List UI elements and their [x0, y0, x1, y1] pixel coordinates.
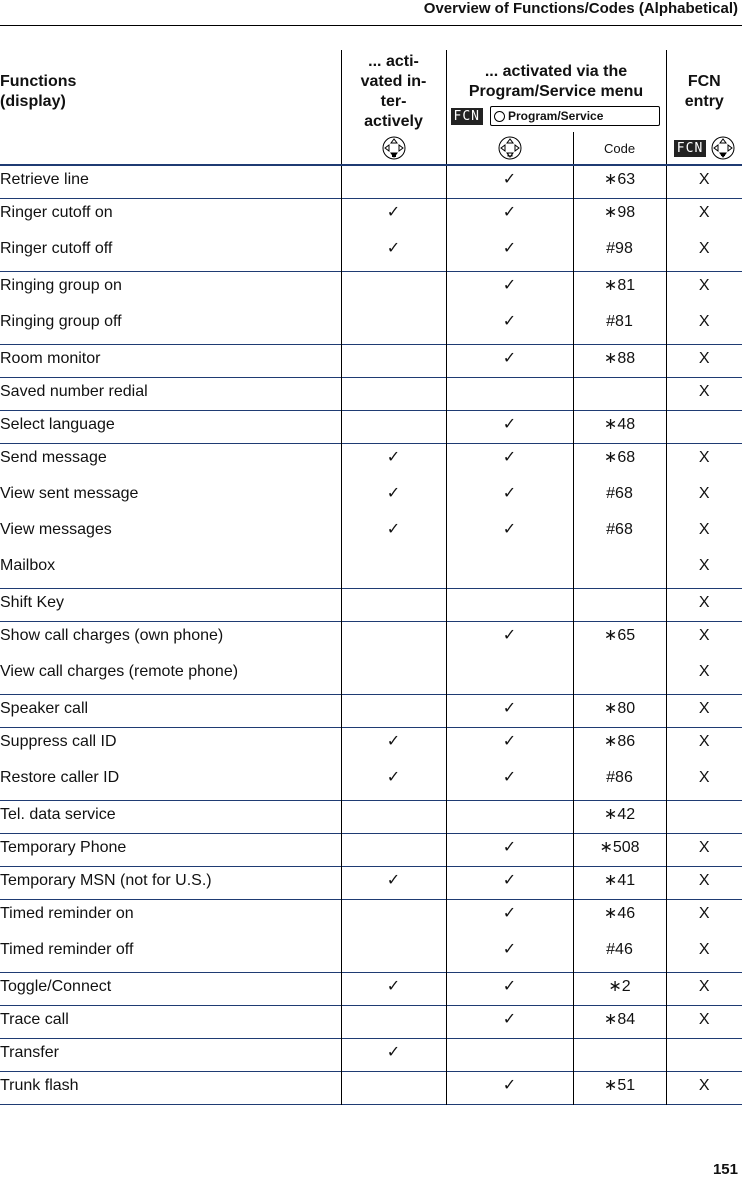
fcn-entry-mark: X — [666, 378, 742, 411]
fcn-entry-mark: X — [666, 834, 742, 867]
interactive-mark — [341, 272, 446, 309]
table-row — [0, 764, 742, 801]
interactive-mark — [341, 900, 446, 937]
menu-mark: ✓ — [446, 973, 573, 1006]
interactive-mark — [341, 695, 446, 728]
fcn-entry-mark: X — [666, 622, 742, 659]
fcn-entry-mark: X — [666, 764, 742, 801]
code-value: ∗80 — [573, 695, 666, 728]
menu-mark: ✓ — [446, 834, 573, 867]
function-name: Timed reminder off — [0, 941, 134, 958]
code-value — [573, 378, 666, 411]
table-row — [0, 444, 742, 481]
menu-mark: ✓ — [446, 345, 573, 378]
fcn-entry-mark: X — [666, 444, 742, 481]
function-name: Shift Key — [0, 594, 65, 611]
menu-mark: ✓ — [446, 1072, 573, 1105]
function-name: Saved number redial — [0, 383, 148, 400]
function-name: Speaker call — [0, 700, 89, 717]
function-name: Ringing group off — [0, 313, 122, 330]
code-value: #81 — [573, 308, 666, 345]
function-name: Retrieve line — [0, 171, 89, 188]
menu-mark — [446, 658, 573, 695]
code-value: ∗84 — [573, 1006, 666, 1039]
interactive-header-line: ter- — [380, 93, 407, 110]
code-value: #46 — [573, 936, 666, 973]
interactive-mark — [341, 658, 446, 695]
fcn-entry-mark: X — [666, 165, 742, 199]
menu-mark — [446, 1039, 573, 1072]
menu-mark — [446, 589, 573, 622]
interactive-mark — [341, 552, 446, 589]
interactive-mark — [341, 622, 446, 659]
code-value: ∗86 — [573, 728, 666, 765]
table-body — [0, 165, 742, 1105]
menu-mark: ✓ — [446, 867, 573, 900]
table-row — [0, 867, 742, 900]
menu-mark — [446, 801, 573, 834]
menu-mark — [446, 378, 573, 411]
fcn-entry-header-line: FCN — [687, 73, 721, 90]
table-row — [0, 973, 742, 1006]
fcn-entry-mark — [666, 1039, 742, 1072]
function-name: View messages — [0, 521, 112, 538]
table-row — [0, 1072, 742, 1105]
table-row — [0, 695, 742, 728]
fcn-entry-mark: X — [666, 695, 742, 728]
header-rule — [0, 25, 742, 26]
code-value — [573, 1039, 666, 1072]
menu-mark: ✓ — [446, 480, 573, 516]
code-value: ∗2 — [573, 973, 666, 1006]
menu-mark: ✓ — [446, 165, 573, 199]
code-value — [573, 658, 666, 695]
table-row — [0, 516, 742, 552]
menu-mark: ✓ — [446, 764, 573, 801]
program-service-label: Program/Service — [507, 109, 604, 123]
menu-mark: ✓ — [446, 622, 573, 659]
menu-mark: ✓ — [446, 936, 573, 973]
functions-header-sub: (display) — [0, 93, 66, 110]
functions-table — [0, 50, 742, 1105]
interactive-mark — [341, 378, 446, 411]
code-value: ∗88 — [573, 345, 666, 378]
functions-header — [0, 50, 341, 132]
navigator-keys-icon — [498, 136, 522, 160]
interactive-mark: ✓ — [341, 973, 446, 1006]
function-name: Suppress call ID — [0, 733, 117, 750]
menu-mark — [446, 552, 573, 589]
table-row — [0, 834, 742, 867]
table-row — [0, 658, 742, 695]
table-row — [0, 345, 742, 378]
fcn-entry-mark: X — [666, 1072, 742, 1105]
menu-mark: ✓ — [446, 272, 573, 309]
table-row — [0, 552, 742, 589]
interactive-header-line: actively — [364, 113, 423, 130]
interactive-mark: ✓ — [341, 867, 446, 900]
function-name: Restore caller ID — [0, 769, 120, 786]
table-row — [0, 589, 742, 622]
fcn-entry-mark: X — [666, 552, 742, 589]
menu-mark: ✓ — [446, 199, 573, 236]
fcn-entry-mark: X — [666, 345, 742, 378]
code-value: ∗46 — [573, 900, 666, 937]
interactive-header — [341, 50, 446, 132]
table-row — [0, 378, 742, 411]
fcn-entry-header-line: entry — [684, 93, 724, 110]
fcn-entry-mark: X — [666, 973, 742, 1006]
table-row — [0, 1039, 742, 1072]
empty-cell — [0, 132, 341, 165]
table-row — [0, 1006, 742, 1039]
table-row — [0, 165, 742, 199]
interactive-mark — [341, 801, 446, 834]
running-header: Overview of Functions/Codes (Alphabetical) — [423, 0, 738, 17]
fcn-entry-mark: X — [666, 867, 742, 900]
interactive-mark: ✓ — [341, 764, 446, 801]
table-row — [0, 801, 742, 834]
function-name: Temporary Phone — [0, 839, 127, 856]
function-name: Ringer cutoff off — [0, 240, 113, 257]
menu-mark: ✓ — [446, 900, 573, 937]
menu-mark: ✓ — [446, 235, 573, 272]
fcn-entry-mark: X — [666, 308, 742, 345]
interactive-mark: ✓ — [341, 444, 446, 481]
code-value: ∗51 — [573, 1072, 666, 1105]
fcn-entry-mark: X — [666, 658, 742, 695]
interactive-icon-cell — [341, 132, 446, 165]
fcn-entry-mark: X — [666, 1006, 742, 1039]
menu-mark: ✓ — [446, 728, 573, 765]
code-value: ∗508 — [573, 834, 666, 867]
table-row — [0, 936, 742, 973]
function-name: Transfer — [0, 1044, 59, 1061]
table-row — [0, 622, 742, 659]
function-name: Room monitor — [0, 350, 101, 367]
interactive-mark: ✓ — [341, 480, 446, 516]
fcn-entry-mark — [666, 411, 742, 444]
interactive-mark — [341, 936, 446, 973]
function-name: Select language — [0, 416, 115, 433]
interactive-header-line: vated in- — [360, 73, 427, 90]
menu-icon-cell — [446, 132, 573, 165]
menu-mark: ✓ — [446, 1006, 573, 1039]
table-row — [0, 480, 742, 516]
fcn-entry-mark: X — [666, 516, 742, 552]
functions-header-label: Functions — [0, 73, 77, 90]
table-row — [0, 411, 742, 444]
navigator-keys-icon — [382, 136, 406, 160]
interactive-mark: ✓ — [341, 728, 446, 765]
code-value: ∗48 — [573, 411, 666, 444]
function-name: Toggle/Connect — [0, 978, 112, 995]
interactive-mark — [341, 1072, 446, 1105]
function-name: Trunk flash — [0, 1077, 79, 1094]
fcn-entry-mark: X — [666, 936, 742, 973]
interactive-mark: ✓ — [341, 1039, 446, 1072]
interactive-mark — [341, 834, 446, 867]
interactive-mark — [341, 589, 446, 622]
code-value: ∗63 — [573, 165, 666, 199]
menu-header-line: Program/Service menu — [468, 83, 644, 100]
code-value: ∗98 — [573, 199, 666, 236]
interactive-header-line: ... acti- — [368, 53, 419, 70]
interactive-mark — [341, 345, 446, 378]
menu-mark: ✓ — [446, 411, 573, 444]
table-row — [0, 900, 742, 937]
navigator-keys-icon — [711, 136, 735, 160]
table-row — [0, 235, 742, 272]
header-row — [0, 50, 742, 132]
menu-mark: ✓ — [446, 308, 573, 345]
code-value: ∗42 — [573, 801, 666, 834]
table-row — [0, 308, 742, 345]
interactive-mark — [341, 308, 446, 345]
code-value — [573, 589, 666, 622]
menu-header-line: ... activated via the — [484, 63, 628, 80]
fcn-key-icon: FCN — [451, 108, 483, 125]
function-name: View call charges (remote phone) — [0, 663, 239, 680]
menu-mark: ✓ — [446, 695, 573, 728]
program-service-display — [490, 106, 660, 126]
fcn-entry-mark — [666, 801, 742, 834]
function-name: View sent message — [0, 485, 139, 502]
code-value: ∗41 — [573, 867, 666, 900]
menu-mark: ✓ — [446, 516, 573, 552]
fcn-key-icon: FCN — [674, 140, 706, 157]
fcn-entry-header — [666, 50, 742, 132]
function-name: Show call charges (own phone) — [0, 627, 224, 644]
circle-icon — [494, 111, 505, 122]
fcn-icon-cell — [666, 132, 742, 165]
function-name: Ringer cutoff on — [0, 204, 113, 221]
table-row — [0, 272, 742, 309]
interactive-mark: ✓ — [341, 516, 446, 552]
code-value — [573, 552, 666, 589]
function-name: Send message — [0, 449, 107, 466]
function-name: Trace call — [0, 1011, 69, 1028]
menu-mark: ✓ — [446, 444, 573, 481]
interactive-mark — [341, 1006, 446, 1039]
function-name: Timed reminder on — [0, 905, 134, 922]
fcn-entry-mark: X — [666, 272, 742, 309]
code-value: #86 — [573, 764, 666, 801]
fcn-entry-mark: X — [666, 728, 742, 765]
code-value: #98 — [573, 235, 666, 272]
fcn-entry-mark: X — [666, 199, 742, 236]
function-name: Temporary MSN (not for U.S.) — [0, 872, 212, 889]
interactive-mark — [341, 411, 446, 444]
menu-path — [447, 106, 666, 126]
fcn-entry-mark: X — [666, 480, 742, 516]
table-row — [0, 728, 742, 765]
page-number: 151 — [712, 1161, 738, 1178]
fcn-entry-mark: X — [666, 235, 742, 272]
code-value: ∗68 — [573, 444, 666, 481]
code-value: #68 — [573, 480, 666, 516]
function-name: Mailbox — [0, 557, 56, 574]
code-value: #68 — [573, 516, 666, 552]
function-name: Tel. data service — [0, 806, 116, 823]
fcn-entry-mark: X — [666, 589, 742, 622]
table-row — [0, 199, 742, 236]
code-value: ∗65 — [573, 622, 666, 659]
interactive-mark: ✓ — [341, 199, 446, 236]
interactive-mark: ✓ — [341, 235, 446, 272]
function-name: Ringing group on — [0, 277, 122, 294]
interactive-mark — [341, 165, 446, 199]
code-header: Code — [573, 132, 666, 165]
fcn-entry-mark: X — [666, 900, 742, 937]
code-value: ∗81 — [573, 272, 666, 309]
menu-header — [446, 50, 666, 132]
icon-row — [0, 132, 742, 165]
